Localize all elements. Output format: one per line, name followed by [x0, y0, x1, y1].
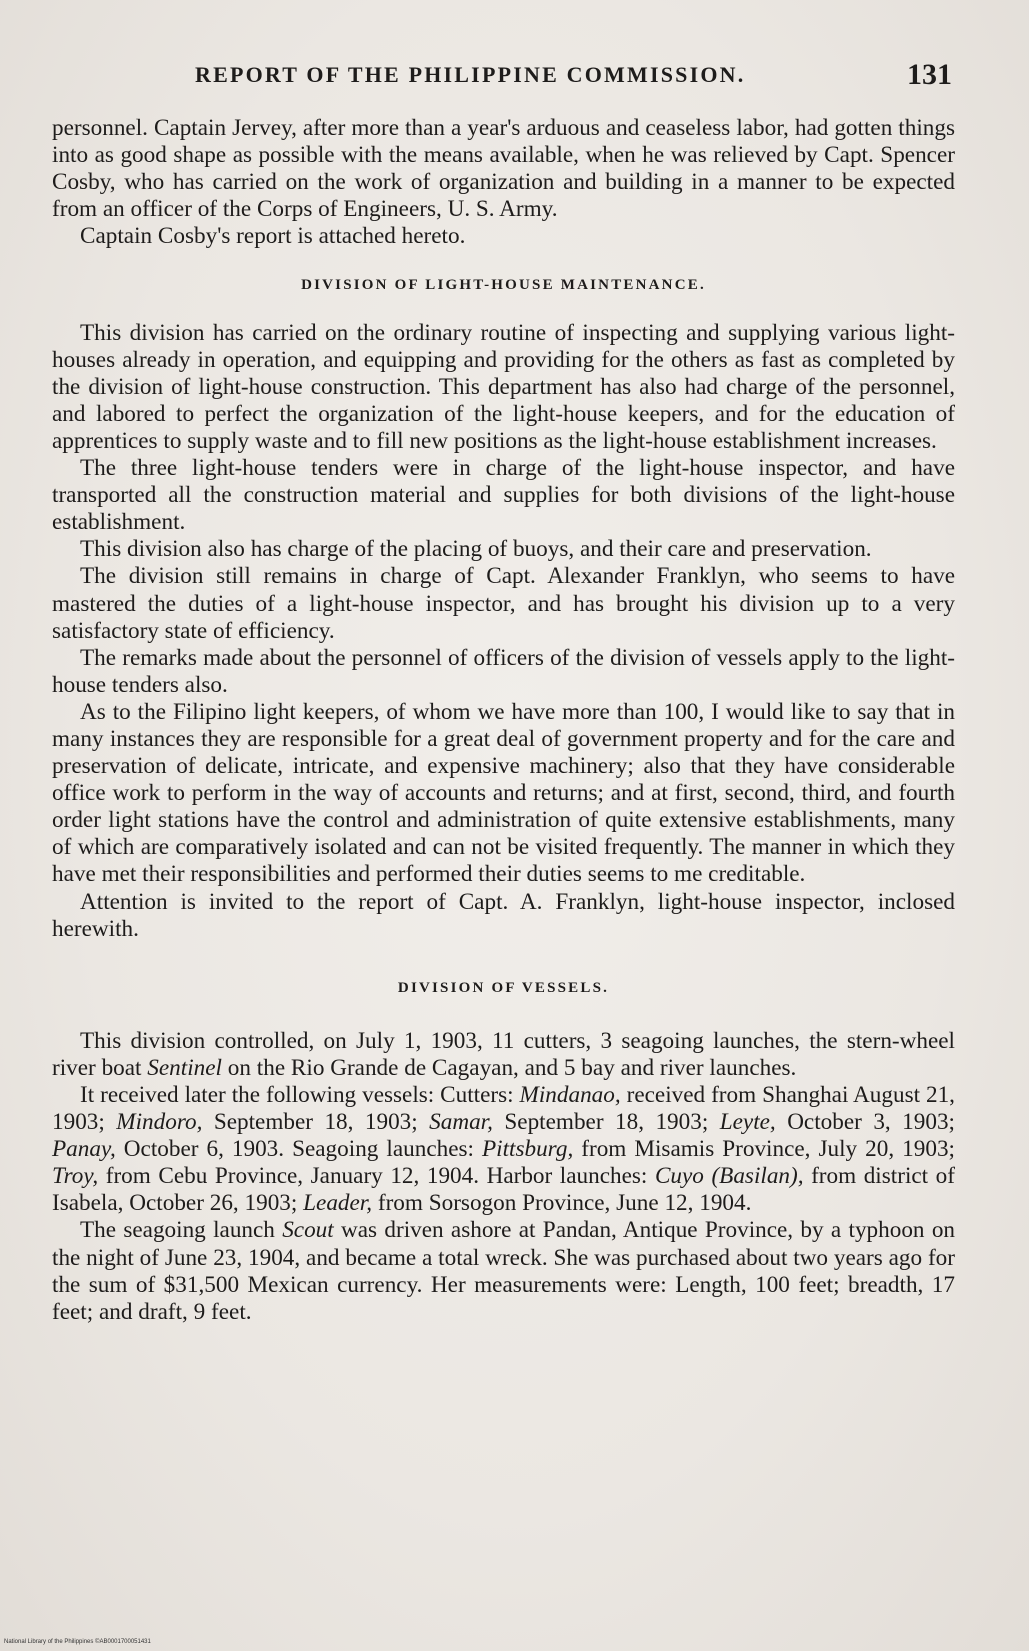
- text-run: from Sorsogon Province, June 12, 1904.: [372, 1190, 752, 1217]
- text-run: from district of Isabela, October 26, 1903;: [52, 1163, 955, 1217]
- vessel-name: Samar,: [429, 1109, 493, 1136]
- vessel-name: Pittsburg,: [481, 1136, 574, 1163]
- section-heading-maintenance: DIVISION OF LIGHT-HOUSE MAINTENANCE.: [301, 277, 706, 294]
- vessel-name: Cuyo (Basilan),: [654, 1163, 804, 1190]
- paragraph-scout-wreck: [52, 1217, 955, 1325]
- page-body: [52, 115, 955, 1326]
- page-number: 131: [907, 58, 952, 91]
- paragraph-buoys: This division also has charge of the placing of buoys, and their care and preservation.: [80, 536, 872, 563]
- vessel-name: Mindoro,: [116, 1109, 203, 1136]
- paragraph-vessels-controlled: [52, 1028, 955, 1082]
- vessel-name: Sentinel: [147, 1054, 222, 1081]
- vessel-name: Scout: [282, 1217, 334, 1244]
- vessel-name: Leader,: [303, 1190, 373, 1217]
- running-head: REPORT OF THE PHILIPPINE COMMISSION.: [195, 62, 746, 87]
- paragraph-personnel: personnel. Captain Jervey, after more than a year's arduous and ceaseless labor, had gotten things into as good shape as possible with the means available, when he was relieved by Capt. Spencer Cosby, who has carried on the work of organization and building in a manner to be expected from an officer of the Corps of Engineers, U. S. Army.: [52, 115, 955, 223]
- vessel-name: Leyte,: [719, 1109, 776, 1136]
- paragraph-vessels-received: [52, 1082, 955, 1217]
- text-run: September 18, 1903;: [202, 1109, 430, 1136]
- text-run: from Misamis Province, July 20, 1903;: [573, 1136, 955, 1163]
- vessel-name: Troy,: [52, 1163, 99, 1190]
- section-heading-vessels: DIVISION OF VESSELS.: [397, 979, 610, 996]
- paragraph-tenders: The three light-house tenders were in charge of the light-house inspector, and have transported all the construction material and supplies for both divisions of the light-house establishment.: [52, 455, 955, 536]
- text-run: October 6, 1903. Seagoing launches:: [115, 1136, 482, 1163]
- page-header: [60, 58, 954, 98]
- paragraph-remarks: The remarks made about the personnel of officers of the division of vessels apply to the light-house tenders also.: [52, 644, 955, 698]
- text-run: This division controlled, on July 1, 1903, 11 cutters, 3 seagoing launches, the stern-wheel river boat: [52, 1027, 955, 1081]
- vessel-name: Panay,: [52, 1136, 116, 1163]
- paragraph-attention: Attention is invited to the report of Capt. A. Franklyn, light-house inspector, inclosed herewith.: [52, 888, 955, 942]
- text-run: was driven ashore at Pandan, Antique Province, by a typhoon on the night of June 23, 1904, and became a total wreck. She was purchased about two years ago for the sum of $31,500 Mexican currency. Her measurements were: Length, 100 feet; breadth, 17 feet; and draft, 9 feet.: [52, 1217, 956, 1325]
- text-run: The seagoing launch: [80, 1217, 283, 1244]
- paragraph-maintenance-routine: This division has carried on the ordinary routine of inspecting and supplying various light-houses already in operation, and equipping and providing for the others as fast as completed by the division of light-house construction. This department has also had charge of the personnel, and labored to perfect the organization of the light-house keepers, and for the education of apprentices to supply waste and to fill new positions as the light-house establishment increases.: [52, 319, 955, 454]
- paragraph-light-keepers: As to the Filipino light keepers, of whom we have more than 100, I would like to say that in many instances they are responsible for a great deal of government property and for the care and preservation of delicate, intricate, and expensive machinery; also that they have considerable office work to perform in the way of accounts and returns; and at first, second, third, and fourth order light stations have the control and administration of quite extensive establishments, many of which are comparatively isolated and can not be visited frequently. The manner in which they have met their responsibilities and performed their duties seems to me creditable.: [52, 698, 955, 888]
- text-run: October 3, 1903;: [775, 1109, 955, 1136]
- paragraph-franklyn: The division still remains in charge of Capt. Alexander Franklyn, who seems to have mastered the duties of a light-house inspector, and has brought his division up to a very satisfactory state of efficiency.: [52, 563, 955, 644]
- scan-footer-note: National Library of the Philippines ©AB0001700051431: [4, 1639, 151, 1645]
- text-run: from Cebu Province, January 12, 1904. Harbor launches:: [98, 1163, 655, 1190]
- text-run: It received later the following vessels: Cutters:: [80, 1082, 520, 1108]
- text-run: September 18, 1903;: [492, 1109, 720, 1136]
- paragraph-cosby-report: Captain Cosby's report is attached hereto.: [80, 223, 466, 250]
- text-run: on the Rio Grande de Cagayan, and 5 bay and river launches.: [222, 1054, 797, 1081]
- text-run: received from Shanghai August 21, 1903;: [52, 1082, 955, 1136]
- vessel-name: Mindanao,: [519, 1082, 621, 1108]
